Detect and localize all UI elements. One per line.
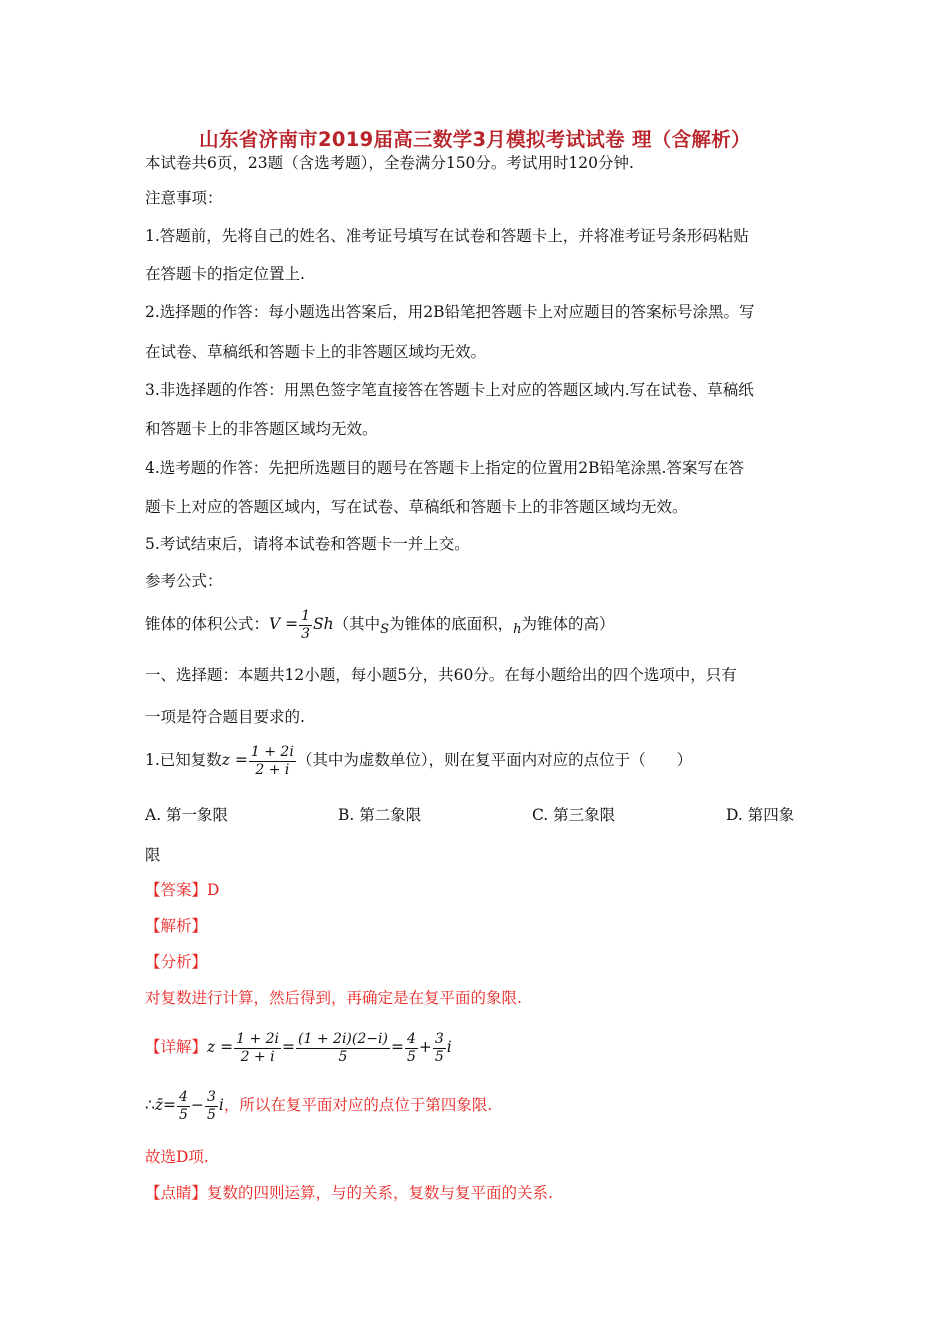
section-heading-cont: 一项是符合题目要求的. <box>145 708 305 726</box>
question-fraction <box>249 744 296 779</box>
detail-fraction-4 <box>433 1031 446 1066</box>
option-a: A. 第一象限 <box>145 806 229 824</box>
option-d: D. 第四象 <box>726 806 795 824</box>
fraction-denominator: 5 <box>338 1048 348 1065</box>
answer-value: D <box>207 881 220 899</box>
fraction-numerator: 1 + 2i <box>236 1030 280 1047</box>
conj-fraction-1 <box>177 1089 190 1124</box>
fraction-denominator: 5 <box>179 1106 188 1123</box>
conj-text: ，所以在复平面对应的点位于第四象限. <box>223 1096 493 1114</box>
conj-minus: − <box>190 1096 204 1114</box>
formula-paren-c: 为锥体的高） <box>521 615 615 633</box>
question-var: z = <box>221 751 248 769</box>
fraction-denominator: 2 + i <box>240 1048 275 1065</box>
detail-fraction-3 <box>405 1031 418 1066</box>
formula-lhs: V = <box>269 615 299 633</box>
fraction-numerator: (1 + 2i)(2−i) <box>298 1030 388 1047</box>
fenxi-label: 【分析】 <box>145 953 208 971</box>
fraction-denominator: 3 <box>301 625 311 642</box>
fraction-numerator: 3 <box>434 1030 444 1047</box>
answer-line <box>145 879 219 901</box>
fraction-numerator: 3 <box>206 1088 216 1105</box>
detail-plus: + <box>418 1038 432 1056</box>
conj-fraction-2 <box>205 1089 218 1124</box>
cone-volume-formula <box>145 605 614 649</box>
conjugate-line <box>145 1083 492 1127</box>
formula-prefix: 锥体的体积公式： <box>145 615 270 633</box>
option-c: C. 第三象限 <box>532 806 616 824</box>
detail-z: z = <box>207 1038 234 1056</box>
fraction-denominator: 2 + i <box>255 761 290 778</box>
note-line: 在答题卡的指定位置上. <box>145 265 305 283</box>
option-b: B. 第二象限 <box>338 806 422 824</box>
reference-heading: 参考公式： <box>145 572 223 590</box>
dianjing-label: 【点睛】 <box>145 1184 208 1202</box>
dianjing-text: 复数的四则运算，与的关系，复数与复平面的关系. <box>207 1184 553 1202</box>
note-line: 3.非选择题的作答：用黑色签字笔直接答在答题卡上对应的答题区域内.写在试卷、草稿纸 <box>145 381 754 399</box>
fraction-denominator: 5 <box>406 1048 416 1065</box>
z-bar: z̄ <box>154 1096 164 1114</box>
question-suffix: （其中为虚数单位），则在复平面内对应的点位于（ ） <box>296 751 693 769</box>
detail-fraction-1 <box>234 1031 281 1066</box>
detail-i: i <box>446 1038 452 1056</box>
fraction-denominator: 5 <box>206 1106 216 1123</box>
note-line: 1.答题前，先将自己的姓名、准考证号填写在试卷和答题卡上，并将准考证号条形码粘贴 <box>145 227 749 245</box>
fraction-numerator: 4 <box>406 1030 416 1047</box>
detail-label: 【详解】 <box>145 1038 208 1056</box>
option-d-wrap: 限 <box>145 846 161 864</box>
question-1 <box>145 738 692 782</box>
fraction-numerator: 4 <box>179 1088 188 1105</box>
formula-var-h: h <box>513 622 522 637</box>
document-title: 山东省济南市2019届高三数学3月模拟考试试卷 理（含解析） <box>199 128 751 151</box>
fraction-numerator: 1 + 2i <box>250 743 294 760</box>
section-heading: 一、选择题：本题共12小题，每小题5分，共60分。在每小题给出的四个选项中，只有 <box>145 666 737 684</box>
answer-label: 【答案】 <box>145 881 208 899</box>
notes-heading: 注意事项： <box>145 189 223 207</box>
note-line: 题卡上对应的答题区域内，写在试卷、草稿纸和答题卡上的非答题区域均无效。 <box>145 498 688 516</box>
detail-eq2: = <box>390 1038 404 1056</box>
conj-i: i <box>218 1096 224 1114</box>
note-line: 5.考试结束后，请将本试卷和答题卡一并上交。 <box>145 535 470 553</box>
analysis-label: 【解析】 <box>145 917 208 935</box>
fenxi-text: 对复数进行计算，然后得到，再确定是在复平面的象限. <box>145 989 522 1007</box>
note-line: 和答题卡上的非答题区域均无效。 <box>145 420 378 438</box>
detail-fraction-2 <box>296 1031 390 1066</box>
conj-eq: = <box>163 1096 177 1114</box>
intro-text: 本试卷共6页，23题（含选考题），全卷满分150分。考试用时120分钟. <box>145 154 634 172</box>
choose-line: 故选D项. <box>145 1148 209 1166</box>
dianjing-line <box>145 1182 553 1204</box>
detail-eq: = <box>282 1038 296 1056</box>
detail-line <box>145 1025 452 1069</box>
fraction-numerator: 1 <box>301 607 311 624</box>
fraction-denominator: 5 <box>434 1048 444 1065</box>
formula-paren-a: （其中 <box>333 615 381 633</box>
note-line: 2.选择题的作答：每小题选出答案后，用2B铅笔把答题卡上对应题目的答案标号涂黑。写 <box>145 303 755 321</box>
formula-var-s: S <box>380 622 390 637</box>
note-line: 4.选考题的作答：先把所选题目的题号在答题卡上指定的位置用2B铅笔涂黑.答案写在答 <box>145 459 744 477</box>
formula-fraction <box>299 608 312 643</box>
formula-paren-b: 为锥体的底面积， <box>389 615 514 633</box>
therefore-symbol: ∴ <box>145 1096 155 1114</box>
note-line: 在试卷、草稿纸和答题卡上的非答题区域均无效。 <box>145 343 487 361</box>
question-prefix: 1.已知复数 <box>145 751 222 769</box>
formula-rhs: Sh <box>313 615 334 633</box>
